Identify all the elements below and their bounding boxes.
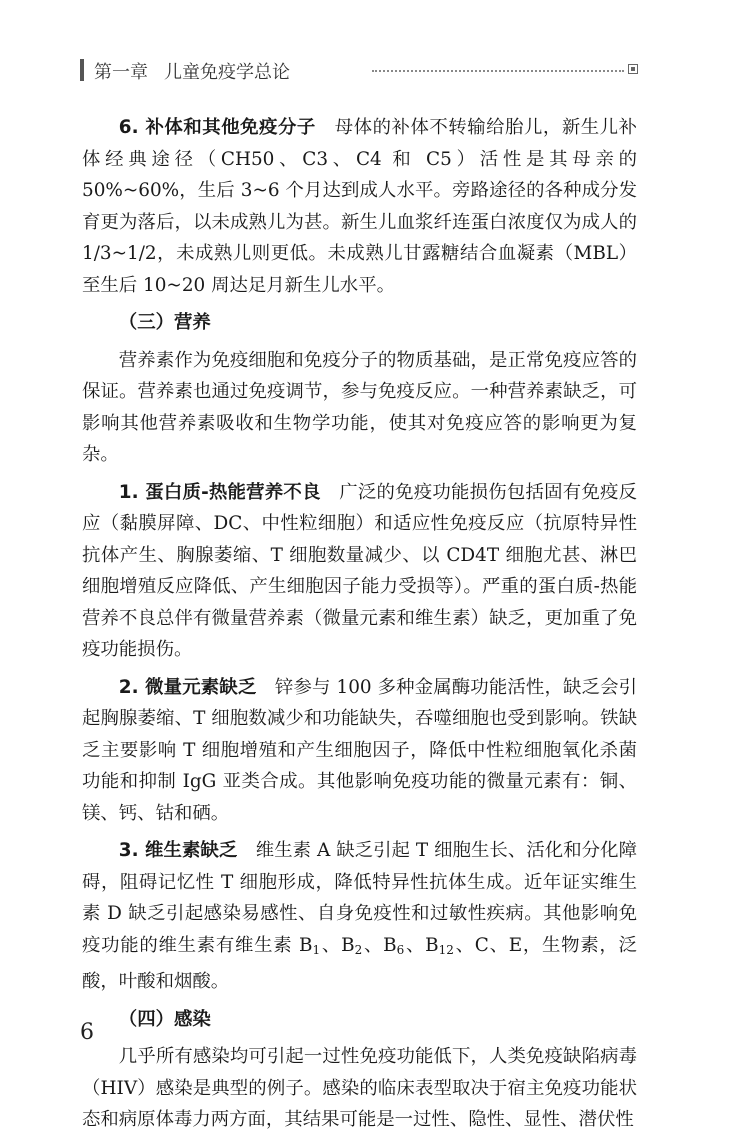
paragraph-protein — [82, 477, 637, 666]
heading-nutrition: （三）营养 — [118, 312, 211, 333]
trace-text: 锌参与 100 多种金属酶功能活性，缺乏会引起胸腺萎缩、T 细胞数减少和功能缺失，吞噬细胞也受到影响。铁缺乏主要影响 T 细胞增殖和产生细胞因子，降低中性粒细胞氧化杀菌功能和抑制 IgG 亚类合成。其他影响免疫功能的微量元素有：铜、镁、钙、钴和硒。 — [82, 676, 637, 824]
paragraph-complement — [82, 112, 637, 301]
vitamin-tail: 、C、E，生物素，泛酸，叶酸和烟酸。 — [82, 934, 637, 992]
chapter-title: 儿童免疫学总论 — [164, 62, 290, 83]
header-text — [94, 58, 290, 84]
heading-infection: （四）感染 — [118, 1008, 211, 1030]
protein-title: 1. 蛋白质-热能营养不良 — [118, 481, 321, 503]
vitamin-title: 3. 维生素缺乏 — [118, 840, 238, 861]
complement-title: 6. 补体和其他免疫分子 — [118, 117, 316, 138]
paragraph-infection: 几乎所有感染均可引起一过性免疫功能低下，人类免疫缺陷病毒（HIV）感染是典型的例子。感染的临床表型取决于宿主免疫功能状态和病原体毒力两方面，其结果可能是一过性、隐性、显性、潜伏性 — [82, 1046, 637, 1130]
page-number: 6 — [80, 1020, 94, 1045]
trace-title: 2. 微量元素缺乏 — [118, 676, 257, 698]
paragraph-nutrition: 营养素作为免疫细胞和免疫分子的物质基础，是正常免疫应答的保证。营养素也通过免疫调节，参与免疫反应。一种营养素缺乏，可影响其他营养素吸收和生物学功能，使其对免疫应答的影响更为复杂。 — [82, 349, 637, 465]
paragraph-trace-elements — [82, 672, 637, 830]
running-header — [80, 58, 640, 84]
protein-text: 广泛的免疫功能损伤包括固有免疫反应（黏膜屏障、DC、中性粒细胞）和适应性免疫反应（抗原特异性抗体产生、胸腺萎缩、T 细胞数量减少、以 CD4T 细胞尤甚、淋巴细胞增殖反应降低、产生细胞因子能力受损等）。严重的蛋白质-热能营养不良总伴有微量营养素（微量元素和维生素）缺乏，更加重了免疫功能损伤。 — [82, 481, 637, 660]
paragraph-vitamins: 3. 维生素缺乏 维生素 A 缺乏引起 T 细胞生长、活化和分化障碍，阻碍记忆性 T 细胞形成，降低特异性抗体生成。近年证实维生素 D 缺乏引起感染易感性、自身免疫性和过敏性疾病。其他影响免疫功能的维生素有维生素 $B_1$、$B_2$、$B_6$、$B_{12}$、C、E，生物素，泛酸，叶酸和烟酸。 — [82, 840, 637, 992]
header-bar — [80, 59, 84, 81]
chapter-label: 第一章 — [94, 62, 148, 83]
header-end-ornament — [628, 64, 638, 74]
header-dotted-rule — [372, 70, 624, 72]
vitamin-text: 维生素 A 缺乏引起 T 细胞生长、活化和分化障碍，阻碍记忆性 T 细胞形成，降低特异性抗体生成。近年证实维生素 D 缺乏引起感染易感性、自身免疫性和过敏性疾病。其他影响免疫功能的维生素有维生素 — [82, 840, 637, 956]
complement-text: 母体的补体不转输给胎儿，新生儿补体经典途径（CH50、C3、C4 和 C5）活性是其母亲的 50%~60%，生后 3~6 个月达到成人水平。旁路途径的各种成分发育更为落后，以未成熟儿为甚。新生儿血浆纤连蛋白浓度仅为成人的 1/3~1/2，未成熟儿则更低。未成熟儿甘露糖结合血凝素（MBL）至生后 10~20 周达足月新生儿水平。 — [82, 117, 637, 296]
page-body — [82, 112, 637, 1136]
